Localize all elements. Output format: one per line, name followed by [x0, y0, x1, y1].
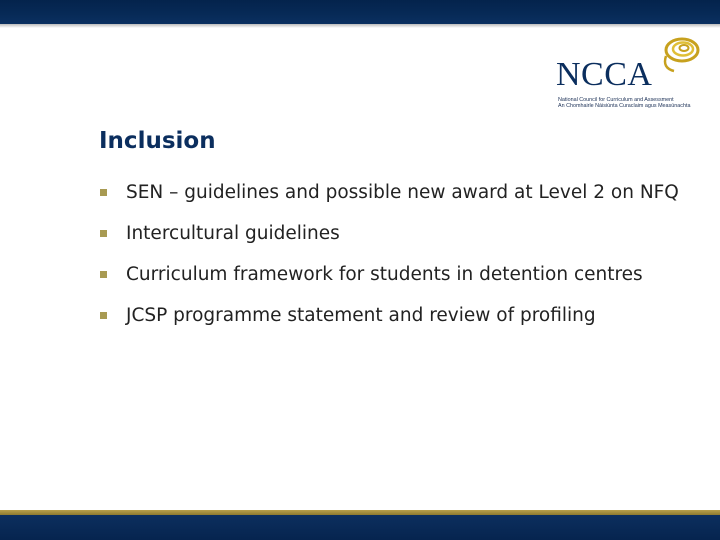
logo-subtitle-english: National Council for Curriculum and Assessment [558, 97, 674, 103]
square-bullet-icon [100, 189, 107, 196]
bullet-item [99, 221, 699, 247]
square-bullet-icon [100, 230, 107, 237]
bullet-list [99, 180, 699, 344]
ncca-logo [556, 34, 706, 112]
footer-navy-stripe [0, 515, 720, 540]
logo-subtitle-irish: An Chomhairle Náisiúnta Curaclaim agus Measúnachta [558, 103, 691, 110]
bullet-item [99, 303, 699, 329]
swirl-icon [658, 34, 702, 74]
bullet-text: Curriculum framework for students in detention centres [126, 264, 643, 285]
top-bar-shadow [0, 24, 720, 28]
bullet-item [99, 262, 699, 288]
bullet-text: Intercultural guidelines [126, 223, 340, 244]
top-navy-bar [0, 0, 720, 24]
slide-title: Inclusion [99, 128, 216, 154]
bullet-text: SEN – guidelines and possible new award at Level 2 on NFQ [126, 182, 679, 203]
square-bullet-icon [100, 271, 107, 278]
logo-subtitle [558, 97, 690, 109]
footer-band [0, 510, 720, 540]
bullet-text: JCSP programme statement and review of profiling [126, 305, 596, 326]
bullet-item [99, 180, 699, 206]
logo-wordmark: NCCA [556, 56, 653, 93]
square-bullet-icon [100, 312, 107, 319]
